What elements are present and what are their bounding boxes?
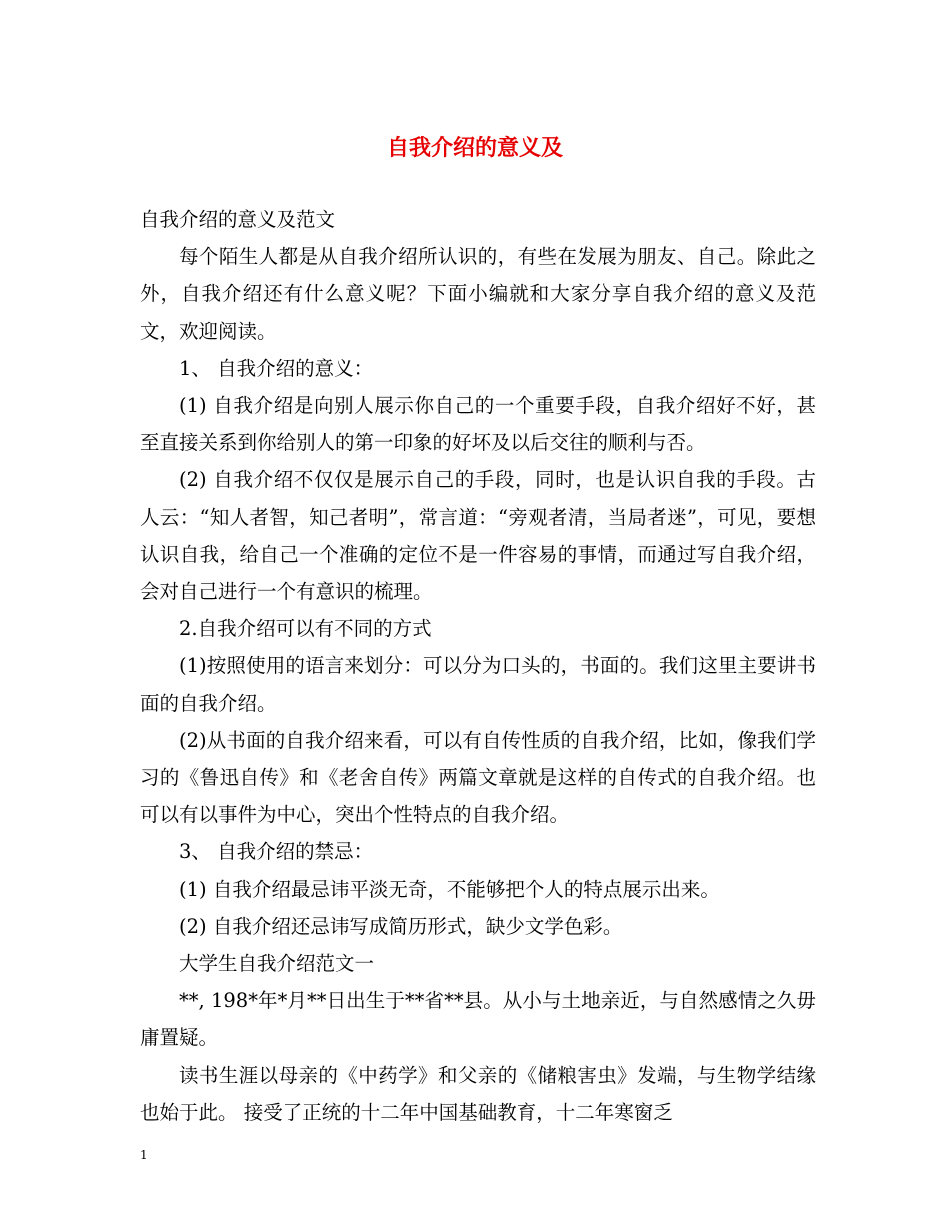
page-number: 1: [140, 1148, 148, 1162]
paragraph-item: (1) 自我介绍是向别人展示你自己的一个重要手段，自我介绍好不好，甚至直接关系到你给别人的第一印象的好坏及以后交往的顺利与否。: [140, 394, 816, 455]
paragraph-item: (1)按照使用的语言来划分：可以分为口头的，书面的。我们这里主要讲书面的自我介绍。: [140, 654, 816, 715]
paragraph-item: (2) 自我介绍不仅仅是展示自己的手段，同时，也是认识自我的手段。古人云：“知人者智，知己者明”，常言道：“旁观者清，当局者迷”，可见，要想认识自我，给自己一个准确的定位不是一件容易的事情，而通过写自我介绍，会对自己进行一个有意识的梳理。: [140, 468, 816, 604]
paragraph-sample: **, 198*年*月**日出生于**省**县。从小与土地亲近，与自然感情之久毋庸置疑。: [140, 989, 816, 1050]
document-title: 自我介绍的意义及: [386, 135, 563, 161]
paragraph-item: (1) 自我介绍最忌讳平淡无奇，不能够把个人的特点展示出来。: [179, 877, 720, 901]
paragraph-sample-heading: 大学生自我介绍范文一: [179, 952, 375, 976]
paragraph-section-2: 2.自我介绍可以有不同的方式: [179, 617, 432, 641]
paragraph-item: (2)从书面的自我介绍来看，可以有自传性质的自我介绍，比如，像我们学习的《鲁迅自传》和《老舍自传》两篇文章就是这样的自传式的自我介绍。也可以有以事件为中心，突出个性特点的自我介绍。: [140, 728, 816, 827]
document-body: [140, 201, 816, 1131]
paragraph-section-3: 3、 自我介绍的禁忌：: [179, 840, 374, 864]
paragraph-item: (2) 自我介绍还忌讳写成简历形式，缺少文学色彩。: [179, 914, 623, 938]
paragraph-heading: 自我介绍的意义及范文: [140, 208, 336, 231]
paragraph-sample: 读书生涯以母亲的《中药学》和父亲的《储粮害虫》发端，与生物学结缘也始于此。 接受了正统的十二年中国基础教育，十二年寒窗乏: [140, 1063, 816, 1124]
paragraph-intro: 每个陌生人都是从自我介绍所认识的，有些在发展为朋友、自己。除此之外，自我介绍还有什么意义呢？下面小编就和大家分享自我介绍的意义及范文，欢迎阅读。: [140, 245, 816, 343]
paragraph-section-1: 1、 自我介绍的意义：: [179, 356, 374, 380]
